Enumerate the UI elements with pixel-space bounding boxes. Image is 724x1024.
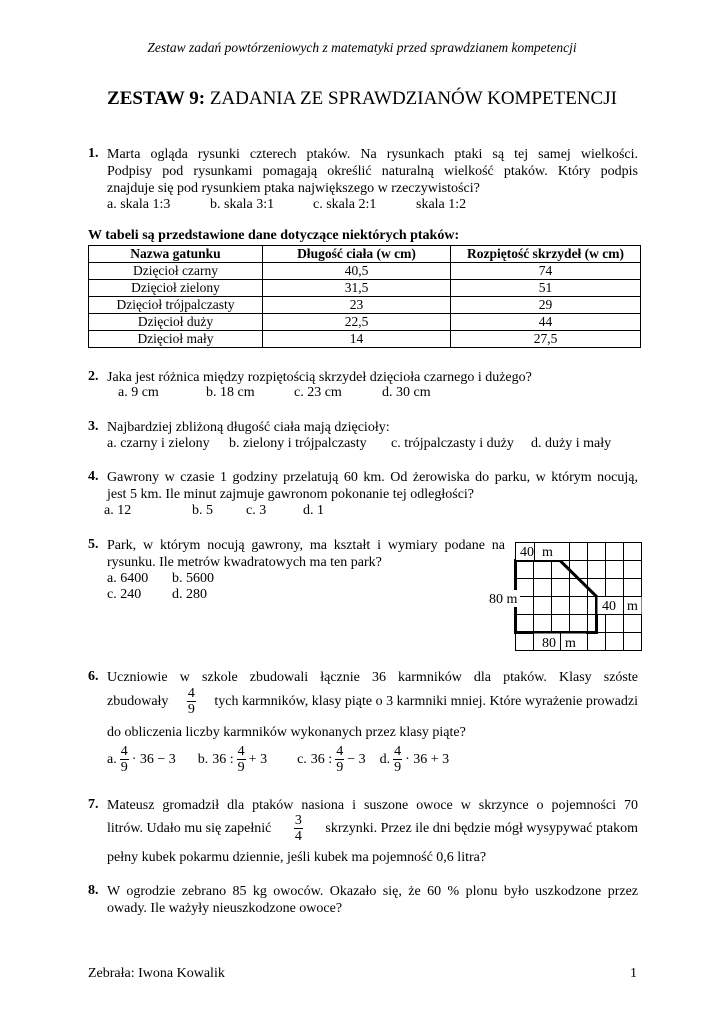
table-cell: 74 [451,263,641,280]
q6-opt-d-fraction [393,744,402,775]
table-row [89,280,641,297]
q6-opt-a-den: 9 [120,760,128,775]
q3-option-c: c. trójpalczasty i duży [391,436,514,451]
table-header-wingspan: Rozpiętość skrzydeł (w cm) [451,246,641,263]
q4-option-a: a. 12 [104,503,132,518]
park-bottom-unit: m [565,636,576,651]
footer-author: Zebrała: Iwona Kowalik [88,966,225,981]
q5-option-b: b. 5600 [172,571,214,586]
table-cell: 23 [263,297,451,314]
q6-option-d-tail: · 36 + 3 [405,751,450,767]
q1-line1: Marta ogląda rysunki czterech ptaków. Na rysunkach ptaki są tej samej wielkości. [107,147,638,162]
table-row [89,314,641,331]
q7-line2-pre: litrów. Udało mu się zapełnić [107,820,272,836]
q8-text [107,883,638,917]
q6-opt-c-den: 9 [336,760,344,775]
q6-option-c-tail: − 3 [347,751,366,767]
q2-option-c: c. 23 cm [294,385,342,400]
q6-opt-c-num: 4 [336,744,344,759]
q6-frac-den: 9 [187,702,195,717]
q6-opt-b-den: 9 [237,760,245,775]
table-cell: Dzięcioł trójpalczasty [89,297,263,314]
q5-line1: Park, w którym nocują gawrony, ma kształt i wymiary podane na [107,538,505,553]
q4-line2: jest 5 km. Ile minut zajmuje gawronom pokonanie tej odległości? [107,487,475,502]
birds-table [88,245,641,348]
table-header-length: Długość ciała (w cm) [263,246,451,263]
q6-opt-b-num: 4 [237,744,245,759]
q7-fraction [294,813,303,844]
q3-options [107,436,611,452]
park-figure [480,535,650,660]
q8-line2: owady. Ile ważyły nieuszkodzone owoce? [107,901,343,916]
q5-number: 5. [88,537,99,552]
q3-option-b: b. zielony i trójpalczasty [229,436,367,451]
q7-line2-post: skrzynki. Przez ile dni będzie mógł wysypywać ptakom [325,820,638,836]
q4-option-d: d. 1 [303,503,324,518]
table-cell: 44 [451,314,641,331]
park-left-label: 80 m [489,592,518,607]
table-cell: 29 [451,297,641,314]
table-cell: Dzięcioł zielony [89,280,263,297]
q6-line2 [107,686,638,717]
q6-opt-a-num: 4 [120,744,128,759]
q4-option-c: c. 3 [246,503,267,518]
park-right-value: 40 [602,599,616,614]
q1-options [107,197,466,213]
q6-option-c-head: 36 : [310,751,333,767]
table-cell: 22,5 [263,314,451,331]
q7-line1: Mateusz gromadził dla ptaków nasiona i suszone owoce w skrzynce o pojemności 70 [107,798,638,813]
title-rest: ZADANIA ZE SPRAWDZIANÓW KOMPETENCJI [205,88,617,109]
q6-option-b-label: b. [197,751,209,767]
document-header: Zestaw zadań powtórzeniowych z matematyki przed sprawdzianem kompetencji [147,40,577,55]
q6-line3: do obliczenia liczby karmników wykonanych przez klasy piąte? [107,725,466,740]
q3-text: Najbardziej zbliżoną długość ciała mają dzięcioły: [107,420,390,435]
q1-line3: znajduje się pod rysunkiem ptaka największego w rzeczywistości? [107,181,480,196]
q5-options-row1 [107,571,214,587]
q5-option-c: c. 240 [107,587,142,602]
q6-number: 6. [88,669,99,684]
q6-opt-c-fraction [335,744,344,775]
park-top-value: 40 [520,545,534,560]
q6-option-c-label: c. [297,751,307,767]
q3-number: 3. [88,419,99,434]
q7-line2 [107,813,638,844]
q2-option-a: a. 9 cm [118,385,159,400]
q6-option-b-tail: + 3 [248,751,268,767]
q6-option-a-label: a. [107,751,117,767]
q6-line2-pre: zbudowały [107,693,169,709]
table-row [89,331,641,348]
table-row [89,263,641,280]
q2-text: Jaka jest różnica między rozpiętością skrzydeł dzięcioła czarnego i dużego? [107,370,532,385]
park-right-unit: m [627,599,638,614]
q4-number: 4. [88,469,99,484]
table-cell: 51 [451,280,641,297]
q1-option-a: a. skala 1:3 [107,197,171,212]
q4-options [104,503,324,519]
q1-option-b: b. skala 3:1 [210,197,275,212]
q2-number: 2. [88,369,99,384]
table-cell: 31,5 [263,280,451,297]
q4-text [107,469,638,503]
q3-option-d: d. duży i mały [531,436,612,451]
table-row [89,297,641,314]
table-cell: Dzięcioł czarny [89,263,263,280]
q2-option-d: d. 30 cm [382,385,431,400]
q6-line2-post: tych karmników, klasy piąte o 3 karmniki mniej. Które wyrażenie prowadzi [214,693,638,709]
q7-line3: pełny kubek pokarmu dziennie, jeśli kubek ma pojemność 0,6 litra? [107,850,487,865]
q7-number: 7. [88,797,99,812]
footer-page-number: 1 [630,966,637,981]
q6-fraction [187,686,196,717]
title-bold: ZESTAW 9: [107,88,206,109]
page-title [0,88,724,110]
q4-option-b: b. 5 [192,503,213,518]
q2-option-b: b. 18 cm [206,385,255,400]
table-cell: 27,5 [451,331,641,348]
park-bottom-value: 80 [542,636,556,651]
q6-option-d-label: d. [379,751,391,767]
table-header-row [89,246,641,263]
q6-opt-d-num: 4 [394,744,402,759]
table-header-species: Nazwa gatunku [89,246,263,263]
q3-option-a: a. czarny i zielony [107,436,210,451]
q8-line1: W ogrodzie zebrano 85 kg owoców. Okazało się, że 60 % plonu było uszkodzone przez [107,884,638,899]
q1-option-d: skala 1:2 [416,197,467,212]
q1-option-c: c. skala 2:1 [313,197,377,212]
q6-option-b-head: 36 : [212,751,234,767]
q6-line1: Uczniowie w szkole zbudowali łącznie 36 karmników dla ptaków. Klasy szóste [107,670,638,685]
q5-option-d: d. 280 [172,587,207,602]
q4-line1: Gawrony w czasie 1 godziny przelatują 60 km. Od żerowiska do parku, w którym nocują, [107,470,638,485]
q1-text [107,146,638,197]
q5-options-row2 [107,587,207,603]
table-cell: Dzięcioł mały [89,331,263,348]
q6-options [107,744,449,775]
q6-option-a-tail: · 36 − 3 [131,751,176,767]
q6-opt-a-fraction [120,744,129,775]
q6-opt-d-den: 9 [394,760,402,775]
q5-option-a: a. 6400 [107,571,149,586]
table-cell: Dzięcioł duży [89,314,263,331]
table-caption: W tabeli są przedstawione dane dotyczące niektórych ptaków: [88,228,460,243]
q5-line2: rysunku. Ile metrów kwadratowych ma ten park? [107,555,382,570]
q7-frac-den: 4 [294,829,302,844]
q6-opt-b-fraction [237,744,246,775]
table-cell: 40,5 [263,263,451,280]
table-cell: 14 [263,331,451,348]
park-top-unit: m [542,545,553,560]
q6-frac-num: 4 [187,686,195,701]
q5-text [107,537,505,571]
q8-number: 8. [88,883,99,898]
q1-line2: Podpisy pod rysunkami pomagają określić naturalną wielkość ptaków. Który podpis [107,164,638,179]
q7-frac-num: 3 [294,813,302,828]
q2-options [118,385,431,401]
q1-number: 1. [88,146,99,161]
